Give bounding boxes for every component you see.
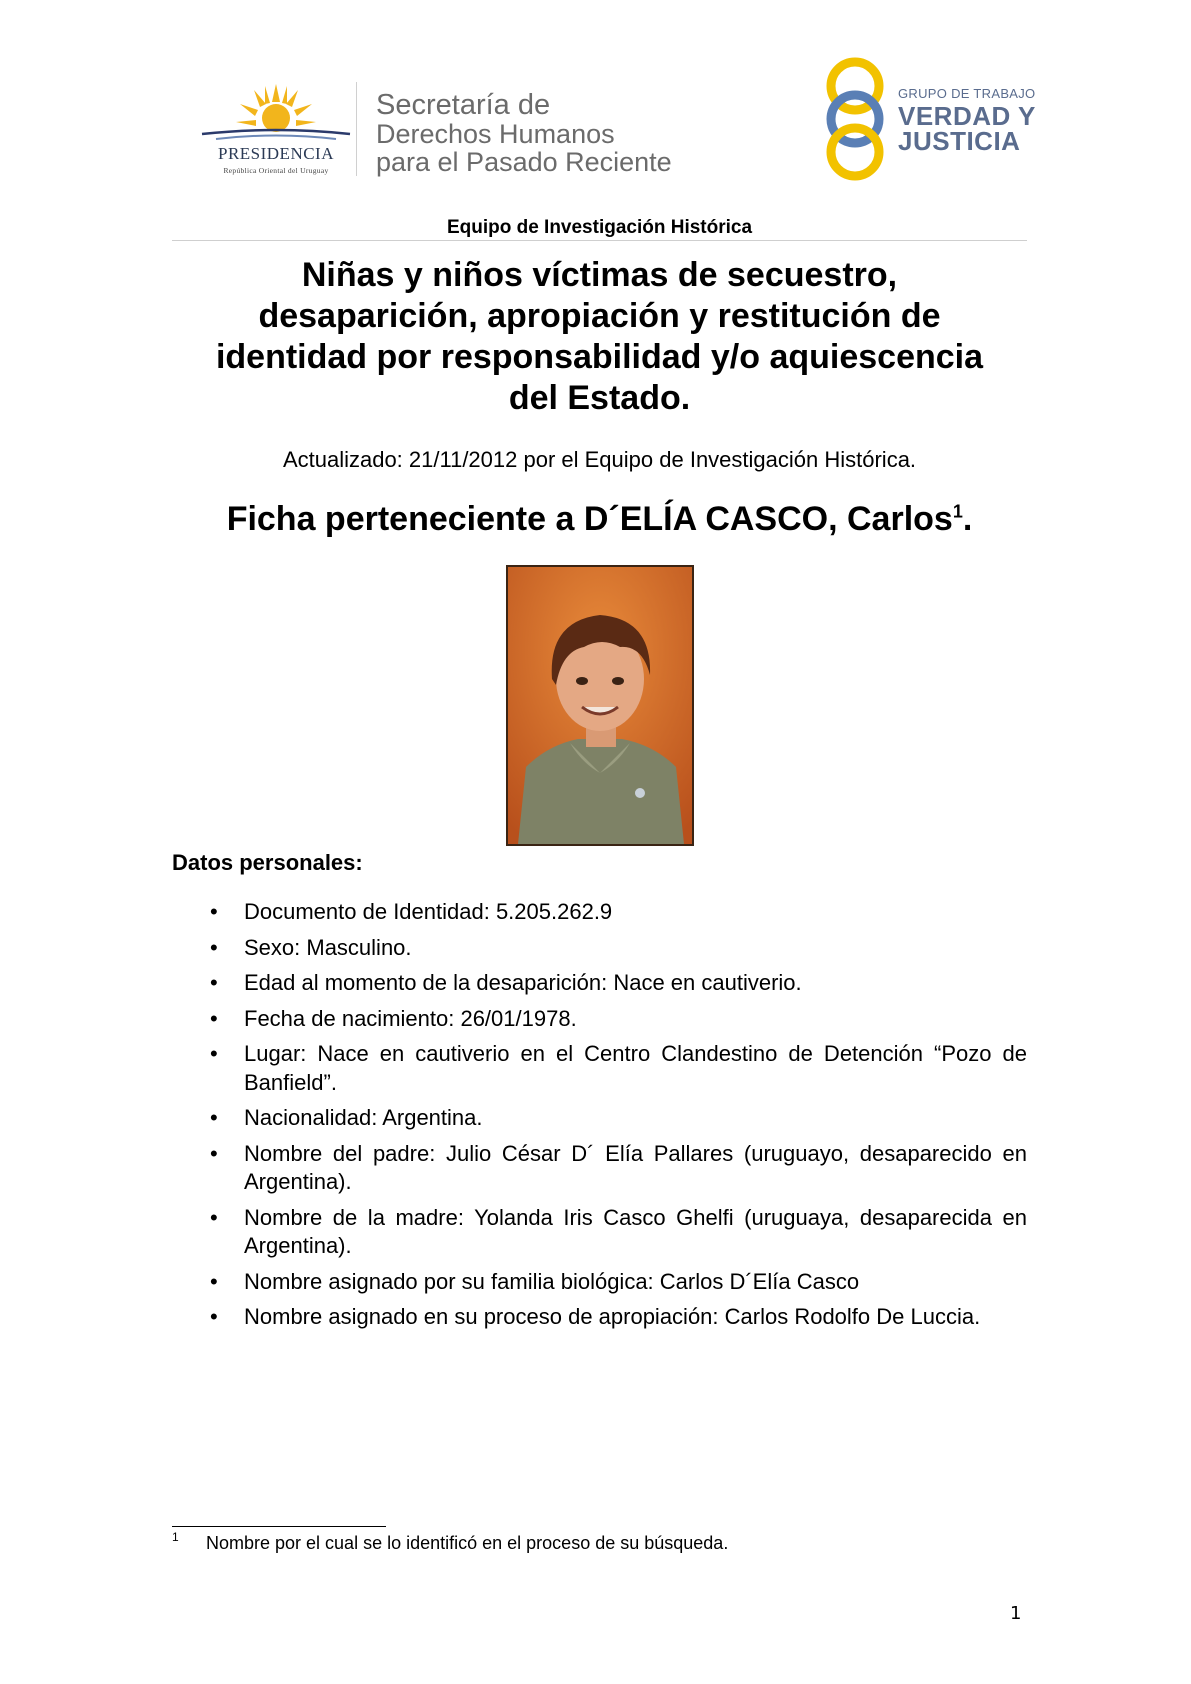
bullet-icon: • <box>210 1268 218 1294</box>
updated-line: Actualizado: 21/11/2012 por el Equipo de Investigación Histórica. <box>282 447 917 472</box>
presidencia-name: PRESIDENCIA <box>217 144 334 163</box>
bullet-icon: • <box>210 1204 218 1230</box>
child-portrait-photo <box>506 565 694 846</box>
list-item <box>172 934 1027 963</box>
ficha-suffix: . <box>962 500 973 538</box>
bullet-icon: • <box>210 1304 218 1329</box>
footnote-number: 1 <box>172 1530 179 1544</box>
team-header: Equipo de Investigación Histórica <box>446 217 753 238</box>
list-item <box>172 1040 1027 1097</box>
title-line-4: del Estado. <box>508 379 691 417</box>
portrait-image <box>508 567 692 844</box>
list-item-text: Fecha de nacimiento: 26/01/1978. <box>244 1005 577 1031</box>
verdad-justicia-logo <box>820 56 1036 182</box>
bullet-icon: • <box>210 1005 218 1031</box>
list-item-text: Edad al momento de la desaparición: Nace en cautiverio. <box>244 970 802 995</box>
list-item-text: Nacionalidad: Argentina. <box>244 1105 483 1130</box>
bullet-icon: • <box>210 970 218 995</box>
ficha-name: Ficha perteneciente a D´ELÍA CASCO, Carlos <box>226 500 953 538</box>
title-line-1: Niñas y niños víctimas de secuestro, <box>301 256 898 294</box>
list-item-text: Nombre de la madre: Yolanda Iris Casco Ghelfi (uruguaya, desaparecida en Argentina). <box>244 1204 1027 1258</box>
secretaria-line-1: Secretaría de <box>376 89 551 121</box>
ficha-title <box>172 500 1027 539</box>
gtvj-justicia: JUSTICIA <box>898 126 1021 156</box>
list-item <box>172 898 1027 927</box>
secretaria-line-2: Derechos Humanos <box>376 119 615 149</box>
sun-emblem-icon <box>196 82 356 144</box>
linked-rings-icon <box>820 56 890 182</box>
page-number: 1 <box>1010 1603 1022 1624</box>
footnote-text: Nombre por el cual se lo identificó en el proceso de su búsqueda. <box>206 1533 729 1553</box>
datos-personales-heading: Datos personales: <box>172 850 363 875</box>
bullet-icon: • <box>210 934 218 960</box>
bullet-icon: • <box>210 899 218 924</box>
list-item <box>172 1104 1027 1133</box>
bullet-icon: • <box>210 1041 218 1066</box>
gtvj-small-text: GRUPO DE TRABAJO <box>898 86 1036 101</box>
title-line-2: desaparición, apropiación y restitución de <box>258 297 941 335</box>
list-item-text: Nombre asignado por su familia biológica: Carlos D´Elía Casco <box>244 1268 860 1294</box>
list-item <box>172 1005 1027 1034</box>
bullet-icon: • <box>210 1105 218 1130</box>
list-item-text: Documento de Identidad: 5.205.262.9 <box>244 899 613 924</box>
main-title <box>172 255 1027 419</box>
logo-divider <box>356 82 357 176</box>
list-item-text: Nombre del padre: Julio César D´ Elía Pallares (uruguayo, desaparecido en Argentina). <box>244 1140 1027 1194</box>
list-item <box>172 969 1027 998</box>
header-rule <box>172 240 1027 241</box>
footnote-reference[interactable]: 1 <box>952 501 963 522</box>
list-item-text: Sexo: Masculino. <box>244 934 412 960</box>
presidencia-logo <box>196 82 356 178</box>
list-item-text: Lugar: Nace en cautiverio en el Centro Clandestino de Detención “Pozo de Banfield”. <box>244 1041 1027 1095</box>
bullet-icon: • <box>210 1140 218 1166</box>
secretaria-line-3: para el Pasado Reciente <box>376 147 672 177</box>
secretaria-logo <box>376 90 672 176</box>
personal-data-list <box>172 898 1027 1339</box>
list-item <box>172 1268 1027 1297</box>
list-item <box>172 1140 1027 1197</box>
list-item <box>172 1303 1027 1332</box>
gtvj-verdad: VERDAD Y <box>898 101 1036 131</box>
footnote-rule <box>172 1526 386 1527</box>
list-item-text: Nombre asignado en su proceso de apropiación: Carlos Rodolfo De Luccia. <box>244 1304 981 1329</box>
title-line-3: identidad por responsabilidad y/o aquiescencia <box>215 338 984 376</box>
list-item <box>172 1204 1027 1261</box>
presidencia-subtitle: República Oriental del Uruguay <box>223 166 329 175</box>
